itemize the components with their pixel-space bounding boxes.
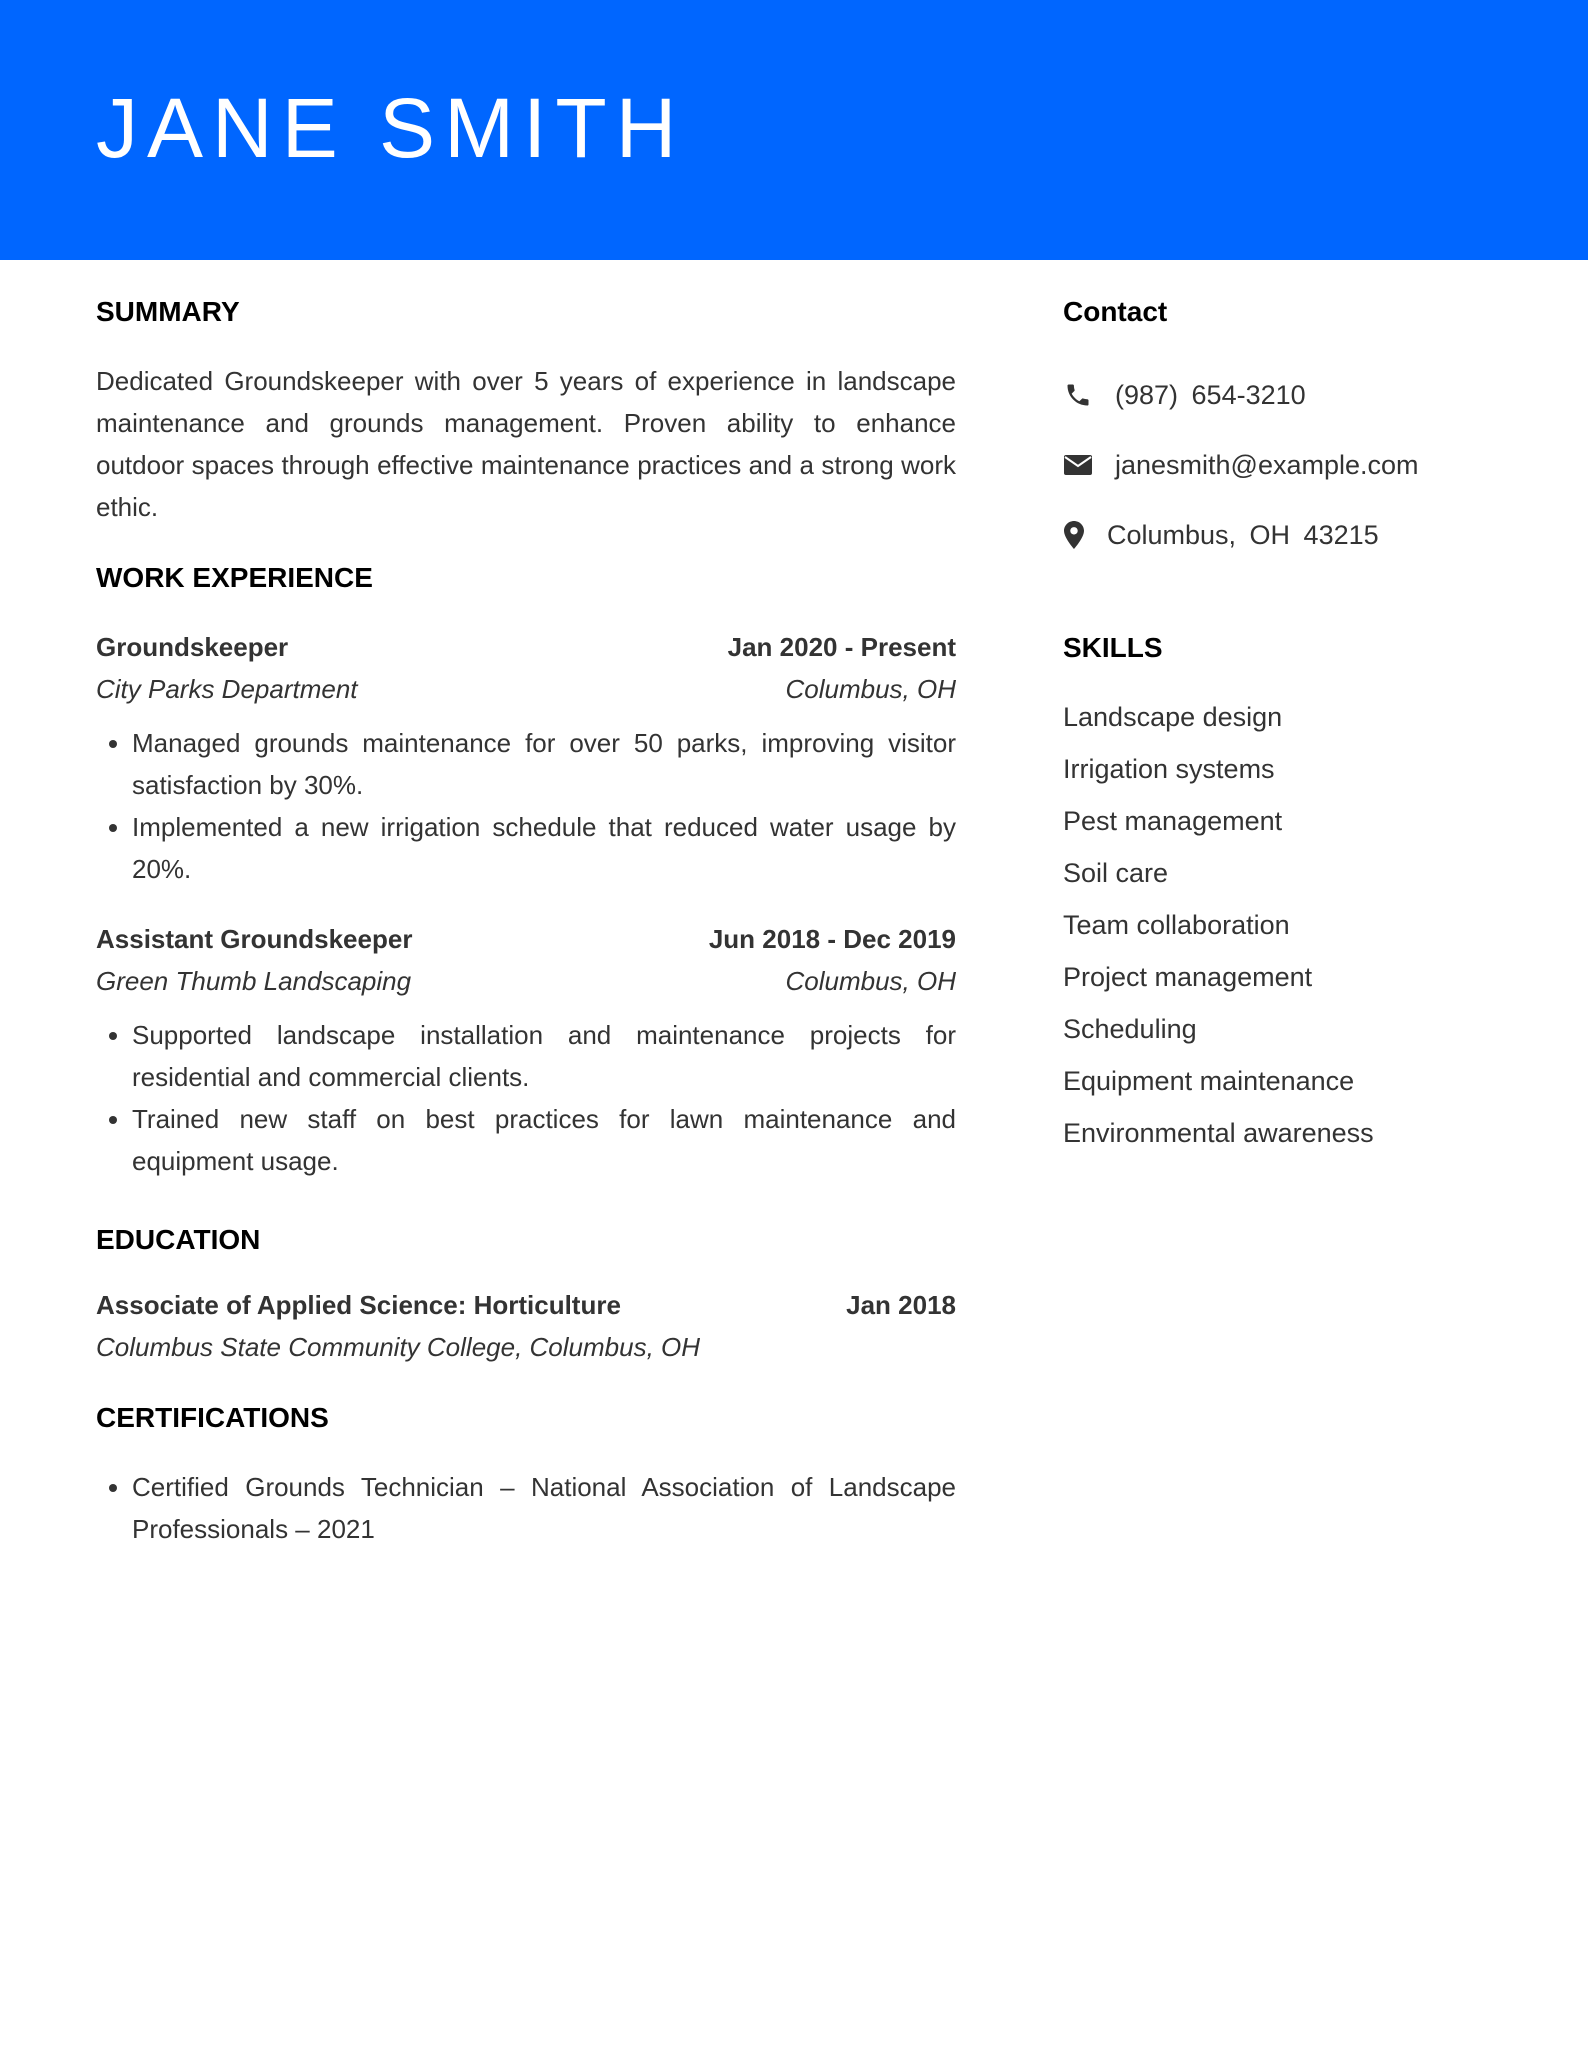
job-organization: Green Thumb Landscaping	[96, 966, 412, 996]
education-heading: EDUCATION	[96, 1224, 261, 1255]
skill-item: Landscape design	[1063, 702, 1283, 732]
contact-phone-text: (987) 654-3210	[1115, 379, 1306, 410]
candidate-name: JANE SMITH	[96, 81, 686, 175]
job-bullet: • Trained new staff on best practices for lawn maintenance and equipment usage.	[132, 1098, 956, 1182]
contact-section	[1063, 290, 1503, 570]
envelope-icon	[1063, 450, 1093, 480]
certifications-heading: CERTIFICATIONS	[96, 1402, 329, 1433]
job-bullet: • Managed grounds maintenance for over 50 parks, improving visitor satisfaction by 30%.	[132, 722, 956, 806]
skill-item: Environmental awareness	[1063, 1118, 1374, 1148]
job-bullets	[96, 722, 956, 890]
contact-heading: Contact	[1063, 296, 1168, 327]
education-degree: Associate of Applied Science: Horticulture	[96, 1290, 621, 1320]
job-title: Groundskeeper	[96, 632, 289, 662]
contact-email	[1063, 430, 1503, 500]
summary-text: Dedicated Groundskeeper with over 5 years of experience in landscape maintenance and grounds management. Proven ability to enhance outdoor spaces through effective maintenance practices and a strong work ethic.	[96, 366, 956, 522]
contact-list	[1063, 360, 1503, 570]
education-entry	[96, 1284, 956, 1368]
education-date: Jan 2018	[846, 1290, 956, 1320]
header-banner	[0, 0, 1588, 260]
job-dates: Jan 2020 - Present	[727, 632, 956, 662]
skill-item: Equipment maintenance	[1063, 1066, 1355, 1096]
education-section	[96, 1218, 956, 1368]
education-degree-row	[96, 1284, 956, 1326]
job-org-row	[96, 668, 956, 710]
skill-item: Project management	[1063, 962, 1313, 992]
job-organization: City Parks Department	[96, 674, 358, 704]
certification-item: • Certified Grounds Technician – National Association of Landscape Professionals – 2021	[132, 1466, 956, 1550]
certifications-list	[96, 1466, 956, 1550]
skill-item: Irrigation systems	[1063, 754, 1275, 784]
work-experience-section	[96, 556, 956, 1182]
job-org-row	[96, 960, 956, 1002]
work-experience-heading: WORK EXPERIENCE	[96, 562, 373, 593]
skills-heading: SKILLS	[1063, 632, 1163, 663]
job-bullets	[96, 1014, 956, 1182]
job-entry	[96, 626, 956, 890]
skill-item: Soil care	[1063, 858, 1169, 888]
job-dates: Jun 2018 - Dec 2019	[708, 924, 956, 954]
summary-section	[96, 290, 956, 528]
job-title: Assistant Groundskeeper	[96, 924, 413, 954]
contact-location-text: Columbus, OH 43215	[1107, 519, 1379, 550]
certifications-section	[96, 1396, 956, 1550]
summary-heading: SUMMARY	[96, 296, 240, 327]
education-school: Columbus State Community College, Columbus, OH	[96, 1332, 701, 1362]
skill-item: Team collaboration	[1063, 910, 1290, 940]
skills-list	[1063, 682, 1503, 1168]
job-entry	[96, 918, 956, 1182]
sidebar-column	[1063, 290, 1503, 1168]
contact-email-text: janesmith@example.com	[1115, 449, 1419, 480]
education-school-row	[96, 1326, 956, 1368]
job-location: Columbus, OH	[785, 674, 956, 704]
contact-location	[1063, 500, 1503, 570]
job-location: Columbus, OH	[785, 966, 956, 996]
skill-item: Pest management	[1063, 806, 1283, 836]
job-bullet: • Supported landscape installation and maintenance projects for residential and commercial clients.	[132, 1014, 956, 1098]
job-bullet: • Implemented a new irrigation schedule that reduced water usage by 20%.	[132, 806, 956, 890]
skills-section	[1063, 626, 1503, 1168]
phone-icon	[1063, 380, 1093, 410]
contact-phone	[1063, 360, 1503, 430]
job-title-row	[96, 626, 956, 668]
map-pin-icon	[1063, 520, 1085, 550]
skill-item: Scheduling	[1063, 1014, 1197, 1044]
main-column	[96, 290, 956, 1550]
job-title-row	[96, 918, 956, 960]
